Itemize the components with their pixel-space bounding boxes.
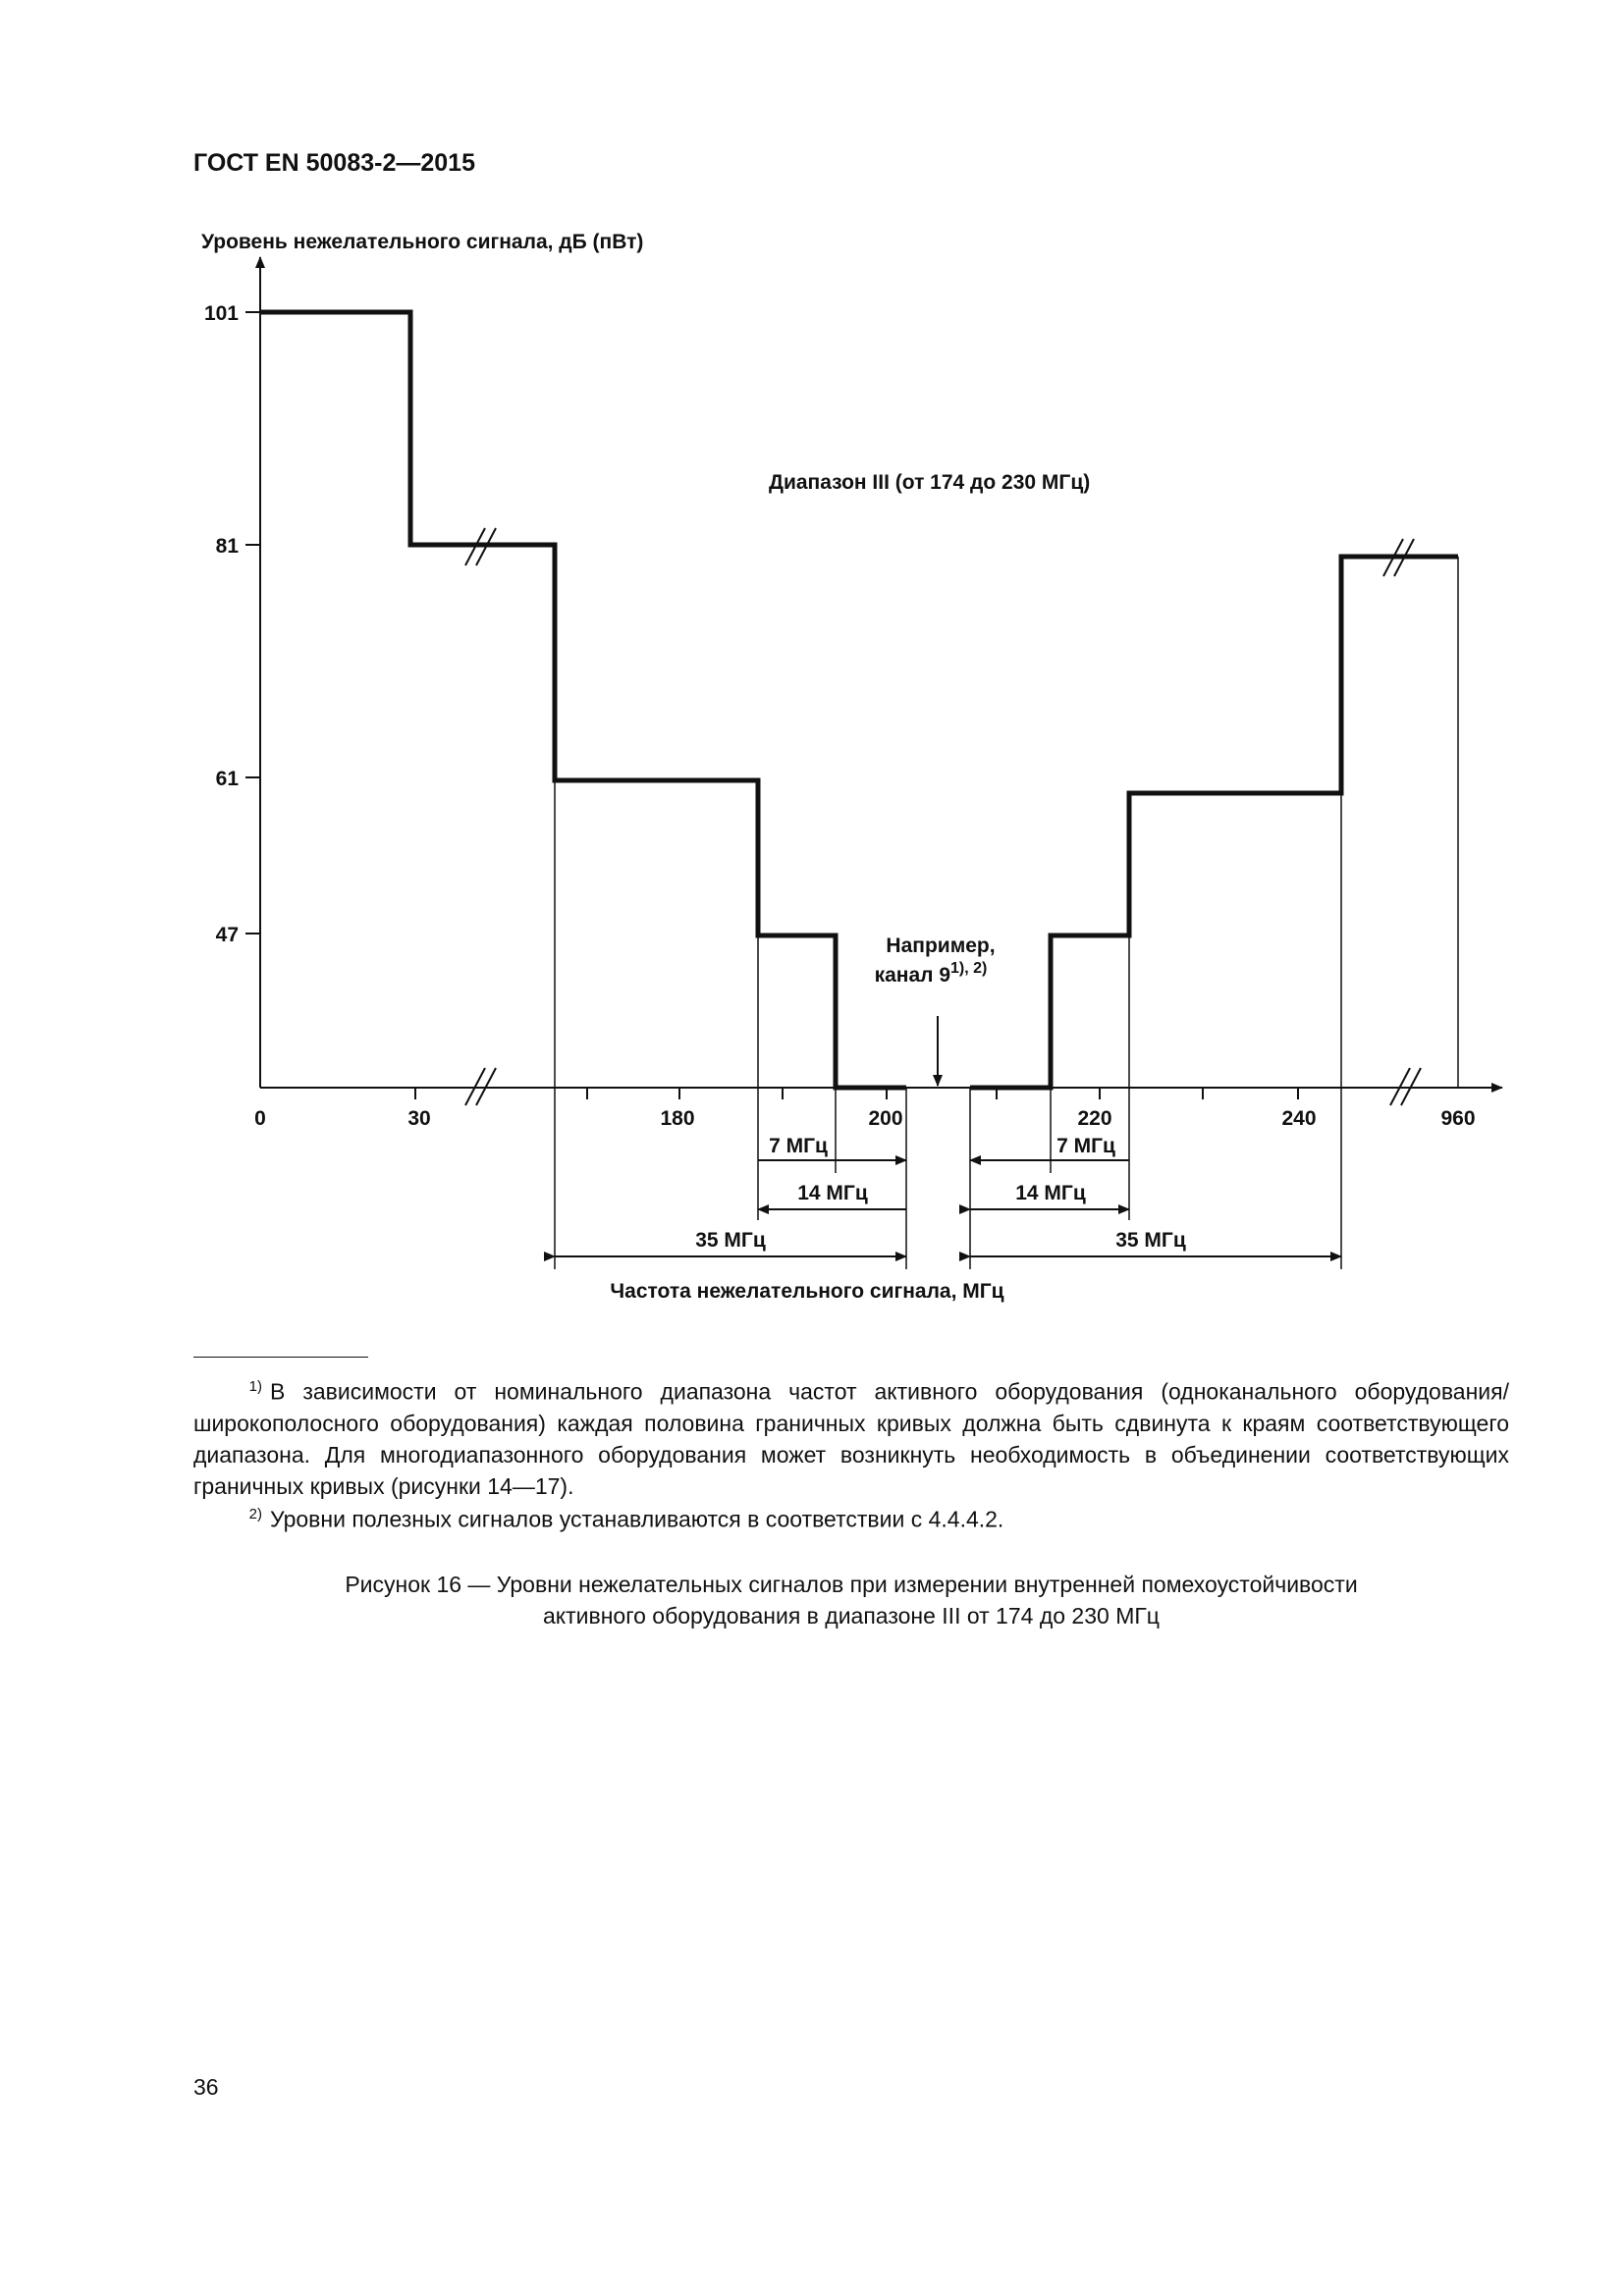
y-tick-label-47: 47 bbox=[215, 924, 239, 946]
limit-curve-right bbox=[970, 557, 1458, 1088]
x-axis-label: Частота нежелательного сигнала, МГц bbox=[610, 1280, 1004, 1303]
figure-caption-line-1: Рисунок 16 — Уровни нежелательных сигналов при измерении внутренней помехоустойчивости bbox=[345, 1572, 1358, 1597]
dim-label-14mhz-right: 14 МГц bbox=[1015, 1182, 1086, 1204]
y-tick-label-101: 101 bbox=[203, 302, 239, 325]
footnote-1-text: В зависимости от номинального диапазона частот активного оборудования (одноканального оборудования/широкополосного оборудования) каждая половина граничных кривых должна быть сдвинута к краям соответствующего диапазона. Для многодиапазонного оборудования может возникнуть необходимость в объединении соответствующих граничных кривых (рисунки 14—17). bbox=[193, 1378, 1509, 1499]
y-axis-label: Уровень нежелательного сигнала, дБ (пВт) bbox=[201, 231, 644, 253]
x-tick-label-180: 180 bbox=[660, 1107, 695, 1130]
dim-label-14mhz-left: 14 МГц bbox=[797, 1182, 868, 1204]
x-tick-label-0: 0 bbox=[254, 1107, 266, 1130]
figure-caption-line-2: активного оборудования в диапазоне III от 174 до 230 МГц bbox=[543, 1603, 1160, 1629]
document-header: ГОСТ EN 50083-2—2015 bbox=[193, 149, 475, 177]
x-tick-label-30: 30 bbox=[407, 1107, 431, 1130]
page-number: 36 bbox=[193, 2074, 219, 2100]
footnote-separator bbox=[193, 1357, 368, 1358]
annotation-example: Например, bbox=[886, 934, 996, 957]
limit-curve-left bbox=[260, 312, 906, 1088]
footnote-2 bbox=[193, 1499, 1509, 1535]
footnote-1-mark: 1) bbox=[248, 1378, 262, 1395]
dim-label-7mhz-left: 7 МГц bbox=[769, 1135, 828, 1157]
x-tick-label-960: 960 bbox=[1440, 1107, 1476, 1130]
x-tick-label-240: 240 bbox=[1281, 1107, 1317, 1130]
x-tick-label-220: 220 bbox=[1077, 1107, 1112, 1130]
dim-label-35mhz-left: 35 МГц bbox=[695, 1229, 766, 1252]
annotation-channel-sup: 1), 2) bbox=[950, 960, 988, 977]
x-tick-label-200: 200 bbox=[868, 1107, 903, 1130]
y-tick-label-81: 81 bbox=[215, 535, 239, 558]
dim-label-35mhz-right: 35 МГц bbox=[1115, 1229, 1186, 1252]
reference-lines bbox=[555, 557, 1458, 1269]
footnote-2-text: Уровни полезных сигналов устанавливаются в соответствии с 4.4.4.2. bbox=[270, 1506, 1004, 1532]
footnote-1 bbox=[193, 1371, 1509, 1502]
y-ticks bbox=[245, 312, 260, 934]
annotation-channel-text: канал 9 bbox=[874, 964, 951, 987]
dim-label-7mhz-right: 7 МГц bbox=[1056, 1135, 1115, 1157]
annotation-channel bbox=[875, 960, 988, 987]
y-tick-label-61: 61 bbox=[215, 768, 239, 790]
figure-caption bbox=[193, 1569, 1509, 1631]
chart-title: Диапазон III (от 174 до 230 МГц) bbox=[769, 471, 1091, 494]
footnote-2-mark: 2) bbox=[248, 1506, 262, 1522]
